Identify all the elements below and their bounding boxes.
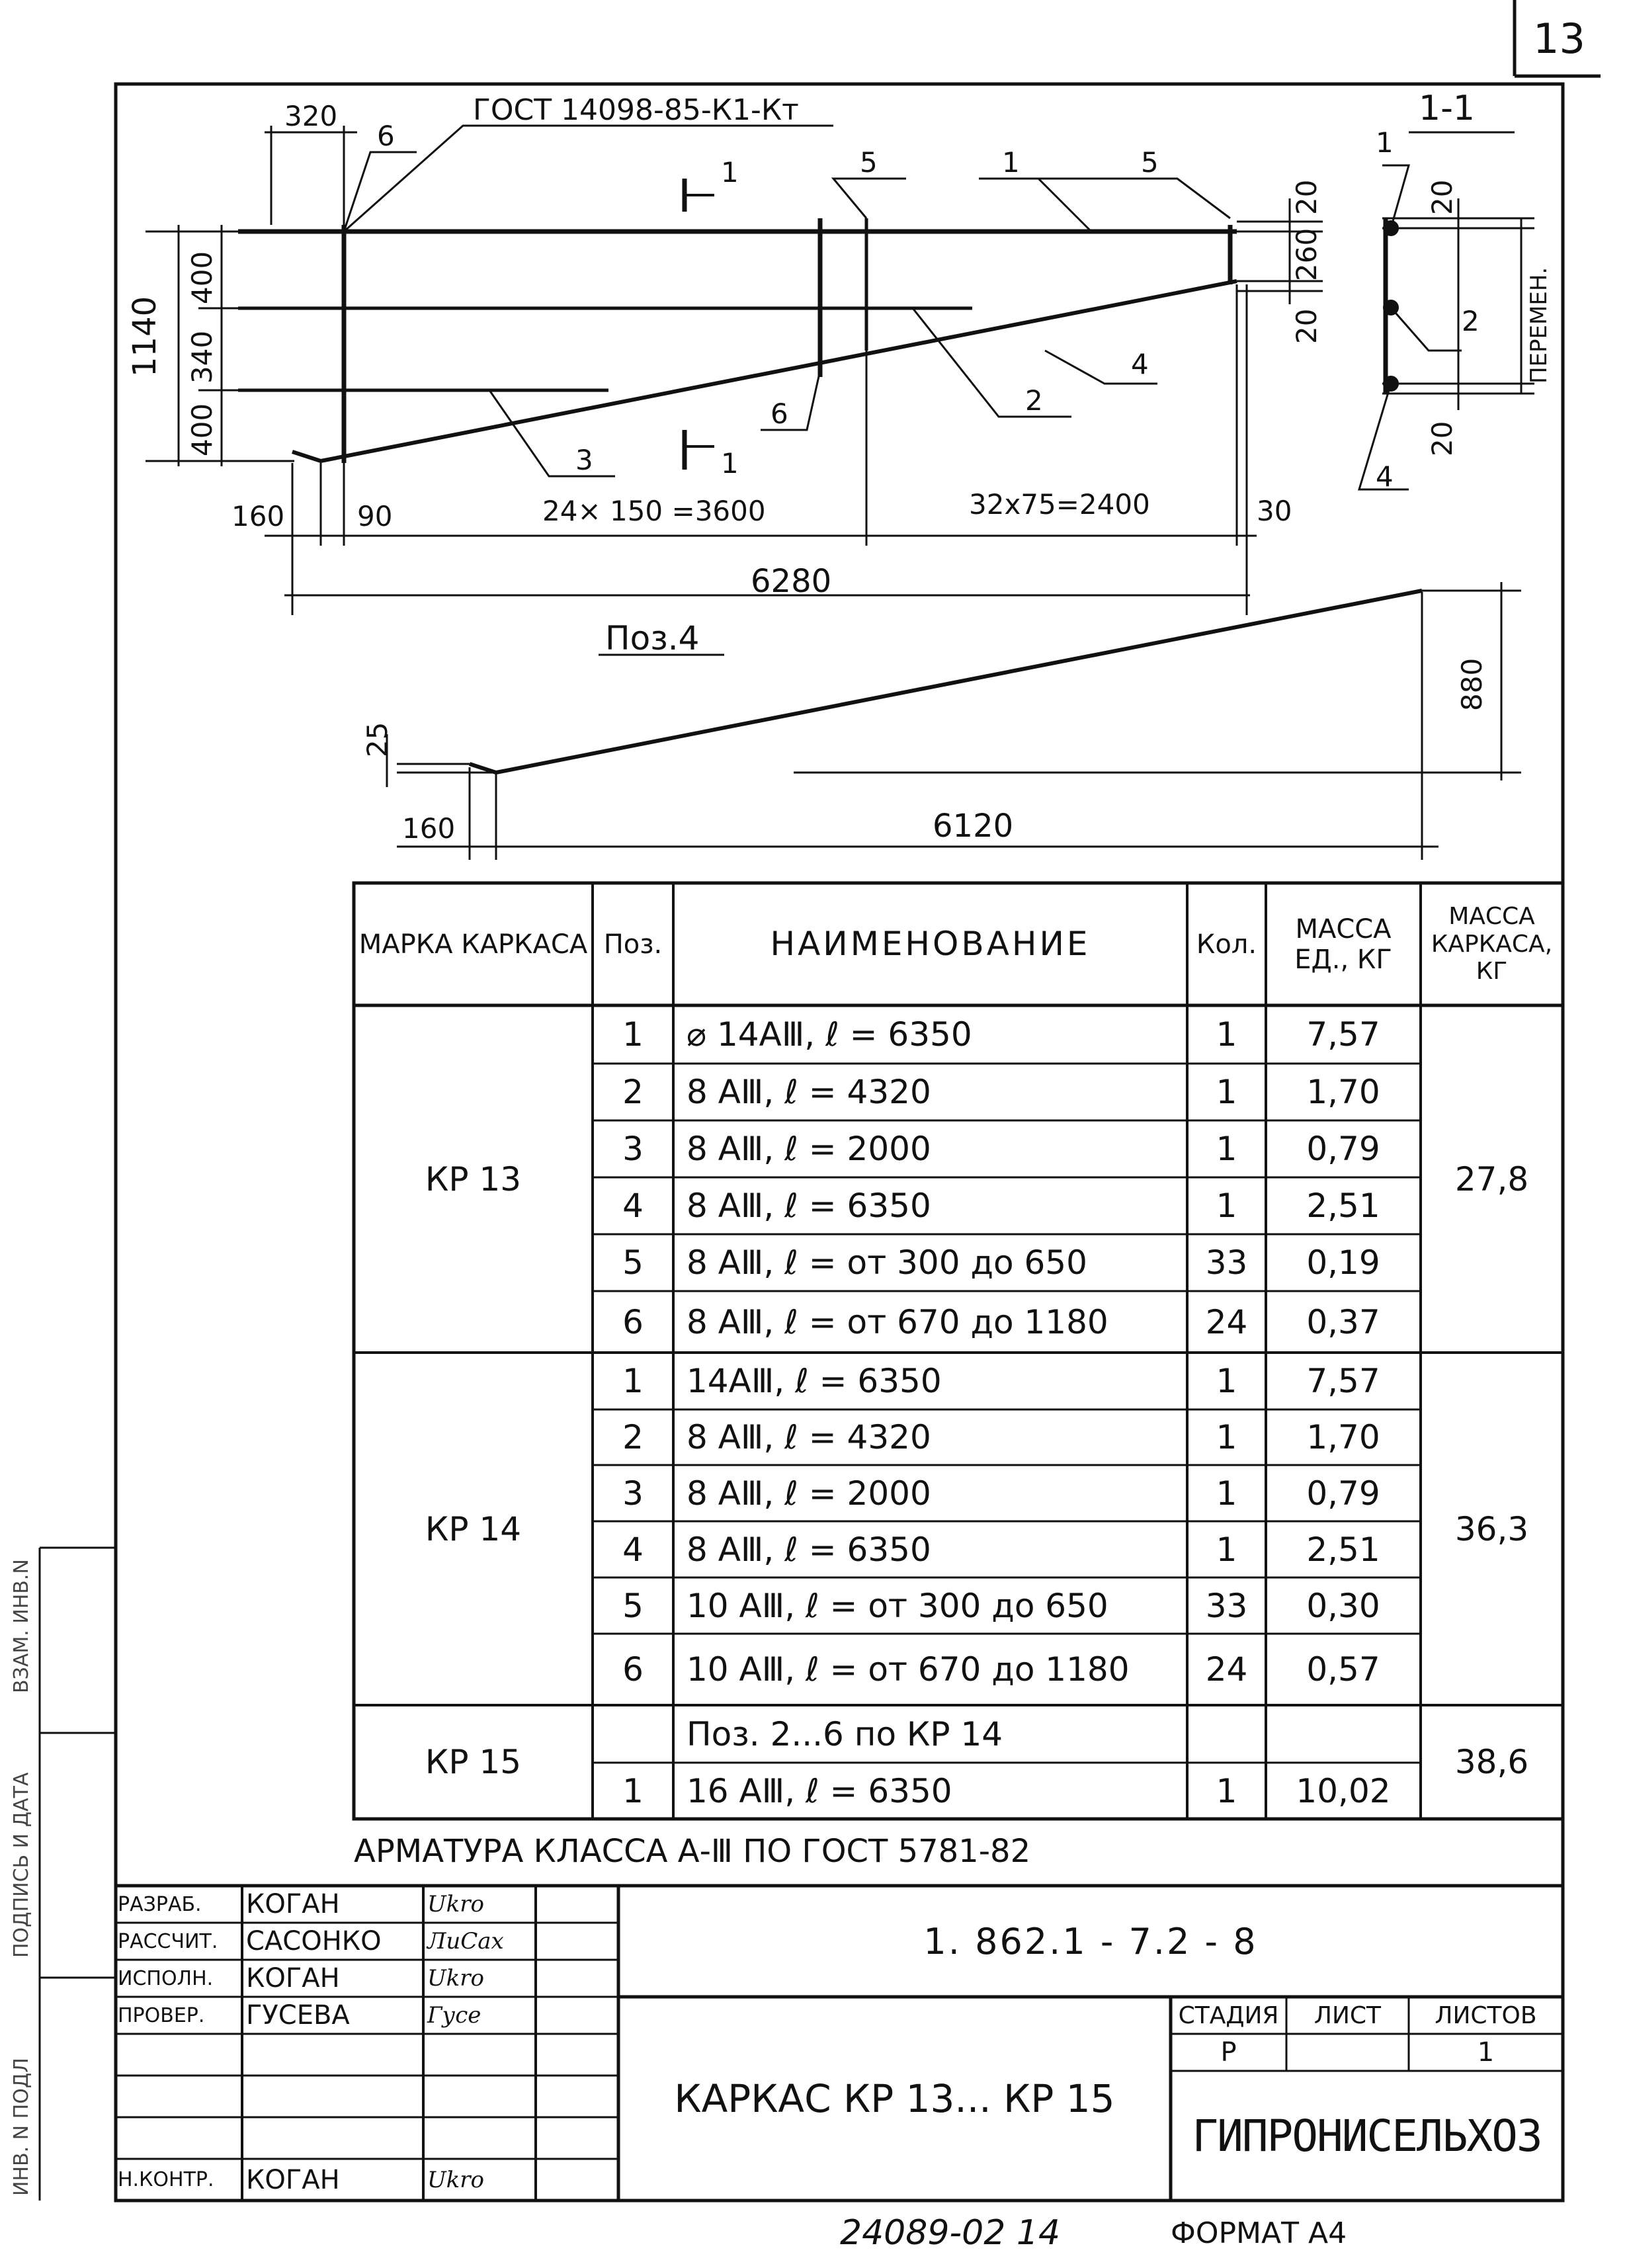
margin-inv-replaced: ВЗАМ. ИНВ.N bbox=[10, 1559, 33, 1693]
row-name: 16 АⅢ, ℓ = 6350 bbox=[687, 1771, 952, 1810]
tb-signature bbox=[427, 2034, 534, 2076]
tb-signature: Ukro bbox=[427, 1965, 484, 1992]
row-pos: 3 bbox=[622, 1130, 644, 1168]
sheet-number: 13 bbox=[1533, 15, 1585, 63]
row-mass: 0,19 bbox=[1306, 1243, 1380, 1282]
pos4-dim-880: 880 bbox=[1456, 657, 1488, 711]
dim-340: 340 bbox=[186, 330, 218, 384]
row-mass: 0,37 bbox=[1306, 1302, 1380, 1341]
row-name: 8 АⅢ, ℓ = от 300 до 650 bbox=[687, 1243, 1087, 1282]
row-pos: 5 bbox=[622, 1586, 644, 1625]
row-pos: 5 bbox=[622, 1243, 644, 1282]
row-qty: 33 bbox=[1205, 1243, 1248, 1282]
reinforcement-note: АРМАТУРА КЛАССА А-Ⅲ ПО ГОСТ 5781-82 bbox=[354, 1833, 1031, 1870]
margin-inv-original: ИНВ. N ПОДЛ bbox=[10, 2058, 33, 2196]
pos4-dim-25: 25 bbox=[361, 722, 394, 757]
row-pos: 1 bbox=[622, 1362, 644, 1400]
row-name: 14АⅢ, ℓ = 6350 bbox=[687, 1362, 942, 1400]
tb-role: ИСПОЛН. bbox=[118, 1966, 214, 1990]
callout-6-lower: 6 bbox=[771, 398, 788, 430]
drawing-title: КАРКАС КР 13... КР 15 bbox=[674, 2076, 1115, 2121]
row-mass: 0,30 bbox=[1306, 1586, 1380, 1625]
row-name: 8 АⅢ, ℓ = 2000 bbox=[687, 1130, 931, 1168]
row-qty: 1 bbox=[1216, 1130, 1237, 1168]
tb-person: КОГАН bbox=[246, 1963, 340, 1994]
dim-260: 260 bbox=[1290, 228, 1323, 281]
row-qty: 1 bbox=[1216, 1474, 1237, 1513]
row-qty: 1 bbox=[1216, 1418, 1237, 1456]
section-callout-2: 2 bbox=[1462, 305, 1480, 337]
tb-person: ГУСЕВА bbox=[246, 2000, 350, 2031]
stage-value: Р bbox=[1220, 2037, 1237, 2068]
header-mass-unit: МАССА ЕД., КГ bbox=[1294, 913, 1392, 975]
tb-signature: Ukro bbox=[427, 2166, 484, 2193]
dim-160: 160 bbox=[231, 500, 285, 532]
dim-1140: 1140 bbox=[126, 296, 163, 377]
row-qty: 1 bbox=[1216, 1362, 1237, 1400]
document-code: 1. 862.1 - 7.2 - 8 bbox=[923, 1920, 1258, 1962]
tb-signature: ЛиСах bbox=[427, 1928, 504, 1954]
row-pos: 4 bbox=[622, 1187, 644, 1225]
tb-person bbox=[246, 2117, 422, 2159]
tb-person: КОГАН bbox=[246, 2164, 340, 2195]
section-label: 1-1 bbox=[1419, 89, 1475, 128]
row-pos: 4 bbox=[622, 1530, 644, 1569]
tb-role bbox=[118, 2076, 241, 2117]
row-mass: 7,57 bbox=[1306, 1015, 1380, 1054]
group-total: 27,8 bbox=[1454, 1159, 1529, 1198]
row-mass: 2,51 bbox=[1306, 1530, 1380, 1569]
row-pos: 3 bbox=[622, 1474, 644, 1513]
callout-5-left: 5 bbox=[860, 146, 878, 179]
sheet-value bbox=[1286, 2034, 1409, 2071]
row-mass: 0,79 bbox=[1306, 1474, 1380, 1513]
tb-role: Н.КОНТР. bbox=[118, 2168, 214, 2191]
tb-signature bbox=[427, 2076, 534, 2117]
tb-role bbox=[118, 2117, 241, 2159]
row-qty bbox=[1187, 1705, 1266, 1763]
row-qty: 1 bbox=[1216, 1073, 1237, 1111]
row-name: 10 АⅢ, ℓ = от 300 до 650 bbox=[687, 1586, 1108, 1625]
pos4-title: Поз.4 bbox=[605, 619, 700, 657]
margin-signature-date: ПОДПИСЬ И ДАТА bbox=[10, 1772, 33, 1958]
tb-person: САСОНКО bbox=[246, 1926, 382, 1956]
dim-3600: 24× 150 =3600 bbox=[542, 495, 766, 527]
pos4-dim-6120: 6120 bbox=[933, 808, 1014, 845]
section-callout-1: 1 bbox=[1376, 126, 1394, 159]
row-qty: 24 bbox=[1205, 1302, 1248, 1341]
group-mark: КР 13 bbox=[425, 1159, 522, 1198]
row-pos: 1 bbox=[622, 1771, 644, 1810]
callout-6-top: 6 bbox=[377, 120, 395, 152]
row-name: 8 АⅢ, ℓ = 4320 bbox=[687, 1073, 931, 1111]
tb-role: РАЗРАБ. bbox=[118, 1892, 202, 1916]
row-mass: 7,57 bbox=[1306, 1362, 1380, 1400]
dim-400-bottom: 400 bbox=[186, 403, 218, 456]
group-total: 36,3 bbox=[1454, 1509, 1529, 1548]
tb-role bbox=[118, 2034, 241, 2076]
callout-4: 4 bbox=[1131, 348, 1149, 380]
pos4-dim-160: 160 bbox=[402, 812, 456, 845]
row-pos: 6 bbox=[622, 1302, 644, 1341]
dim-320: 320 bbox=[284, 100, 338, 132]
callout-2: 2 bbox=[1025, 384, 1043, 417]
row-name: 8 АⅢ, ℓ = 2000 bbox=[687, 1474, 931, 1513]
gost-label: ГОСТ 14098-85-К1-Кт bbox=[473, 93, 799, 127]
section-dim-20-bottom: 20 bbox=[1426, 421, 1458, 456]
row-mass: 2,51 bbox=[1306, 1187, 1380, 1225]
section-mark-top: 1 bbox=[721, 156, 739, 189]
tb-signature: Ukro bbox=[427, 1891, 484, 1917]
callout-1: 1 bbox=[1002, 146, 1020, 179]
tb-signature bbox=[427, 2117, 534, 2159]
sheets-label: ЛИСТОВ bbox=[1435, 2001, 1537, 2029]
tb-person: КОГАН bbox=[246, 1889, 340, 1919]
group-total: 38,6 bbox=[1454, 1743, 1529, 1781]
row-name: Поз. 2...6 по КР 14 bbox=[687, 1714, 1003, 1753]
section-variable-label: ПЕРЕМЕН. bbox=[1526, 267, 1552, 384]
row-qty: 1 bbox=[1216, 1015, 1237, 1054]
callout-5-right: 5 bbox=[1141, 146, 1159, 179]
tb-person bbox=[246, 2034, 422, 2076]
tb-signature: Гусе bbox=[427, 2002, 481, 2029]
group-mark: КР 15 bbox=[425, 1743, 522, 1781]
dim-20-bottom: 20 bbox=[1290, 308, 1323, 344]
group-mark: КР 14 bbox=[425, 1509, 522, 1548]
row-qty: 24 bbox=[1205, 1650, 1248, 1689]
tb-role: РАССЧИТ. bbox=[118, 1929, 218, 1953]
dim-2400: 32x75=2400 bbox=[969, 488, 1150, 521]
section-dim-20-top: 20 bbox=[1426, 179, 1458, 215]
archive-number: 24089-02 14 bbox=[840, 2213, 1061, 2253]
section-mark-bottom: 1 bbox=[721, 447, 739, 480]
dim-20-top: 20 bbox=[1290, 179, 1323, 215]
organization-name: ГИПРОНИСЕЛЬХОЗ bbox=[1192, 2110, 1542, 2162]
sheets-value: 1 bbox=[1477, 2037, 1495, 2068]
header-name: НАИМЕНОВАНИЕ bbox=[770, 924, 1091, 963]
dim-400-top: 400 bbox=[186, 251, 218, 304]
row-name: ⌀ 14АⅢ, ℓ = 6350 bbox=[687, 1015, 972, 1054]
dim-90: 90 bbox=[357, 500, 393, 532]
header-qty: Кол. bbox=[1196, 929, 1257, 960]
row-name: 8 АⅢ, ℓ = 6350 bbox=[687, 1187, 931, 1225]
header-mark: МАРКА КАРКАСА bbox=[358, 929, 588, 960]
dim-6280: 6280 bbox=[751, 563, 832, 600]
row-mass bbox=[1266, 1705, 1421, 1763]
row-name: 8 АⅢ, ℓ = 6350 bbox=[687, 1530, 931, 1569]
stage-label: СТАДИЯ bbox=[1178, 2001, 1279, 2029]
header-pos: Поз. bbox=[603, 929, 663, 960]
row-pos: 2 bbox=[622, 1073, 644, 1111]
row-name: 8 АⅢ, ℓ = 4320 bbox=[687, 1418, 931, 1456]
row-qty: 1 bbox=[1216, 1771, 1237, 1810]
header-mass-frame: МАССА КАРКАСА, КГ bbox=[1431, 903, 1553, 986]
section-callout-4: 4 bbox=[1376, 460, 1394, 493]
row-pos: 1 bbox=[622, 1015, 644, 1054]
sheet-label: ЛИСТ bbox=[1314, 2001, 1382, 2029]
row-mass: 10,02 bbox=[1296, 1771, 1391, 1810]
sheet-format: ФОРМАТ А4 bbox=[1171, 2216, 1347, 2250]
row-qty: 1 bbox=[1216, 1530, 1237, 1569]
callout-3: 3 bbox=[575, 444, 593, 476]
row-pos: 2 bbox=[622, 1418, 644, 1456]
row-name: 8 АⅢ, ℓ = от 670 до 1180 bbox=[687, 1302, 1108, 1341]
row-pos: 6 bbox=[622, 1650, 644, 1689]
row-mass: 0,79 bbox=[1306, 1130, 1380, 1168]
tb-role: ПРОВЕР. bbox=[118, 2003, 205, 2027]
row-pos bbox=[593, 1705, 673, 1763]
row-mass: 0,57 bbox=[1306, 1650, 1380, 1689]
row-qty: 33 bbox=[1205, 1586, 1248, 1625]
tb-person bbox=[246, 2076, 422, 2117]
row-qty: 1 bbox=[1216, 1187, 1237, 1225]
row-mass: 1,70 bbox=[1306, 1418, 1380, 1456]
dim-30: 30 bbox=[1257, 495, 1292, 527]
row-mass: 1,70 bbox=[1306, 1073, 1380, 1111]
row-name: 10 АⅢ, ℓ = от 670 до 1180 bbox=[687, 1650, 1130, 1689]
